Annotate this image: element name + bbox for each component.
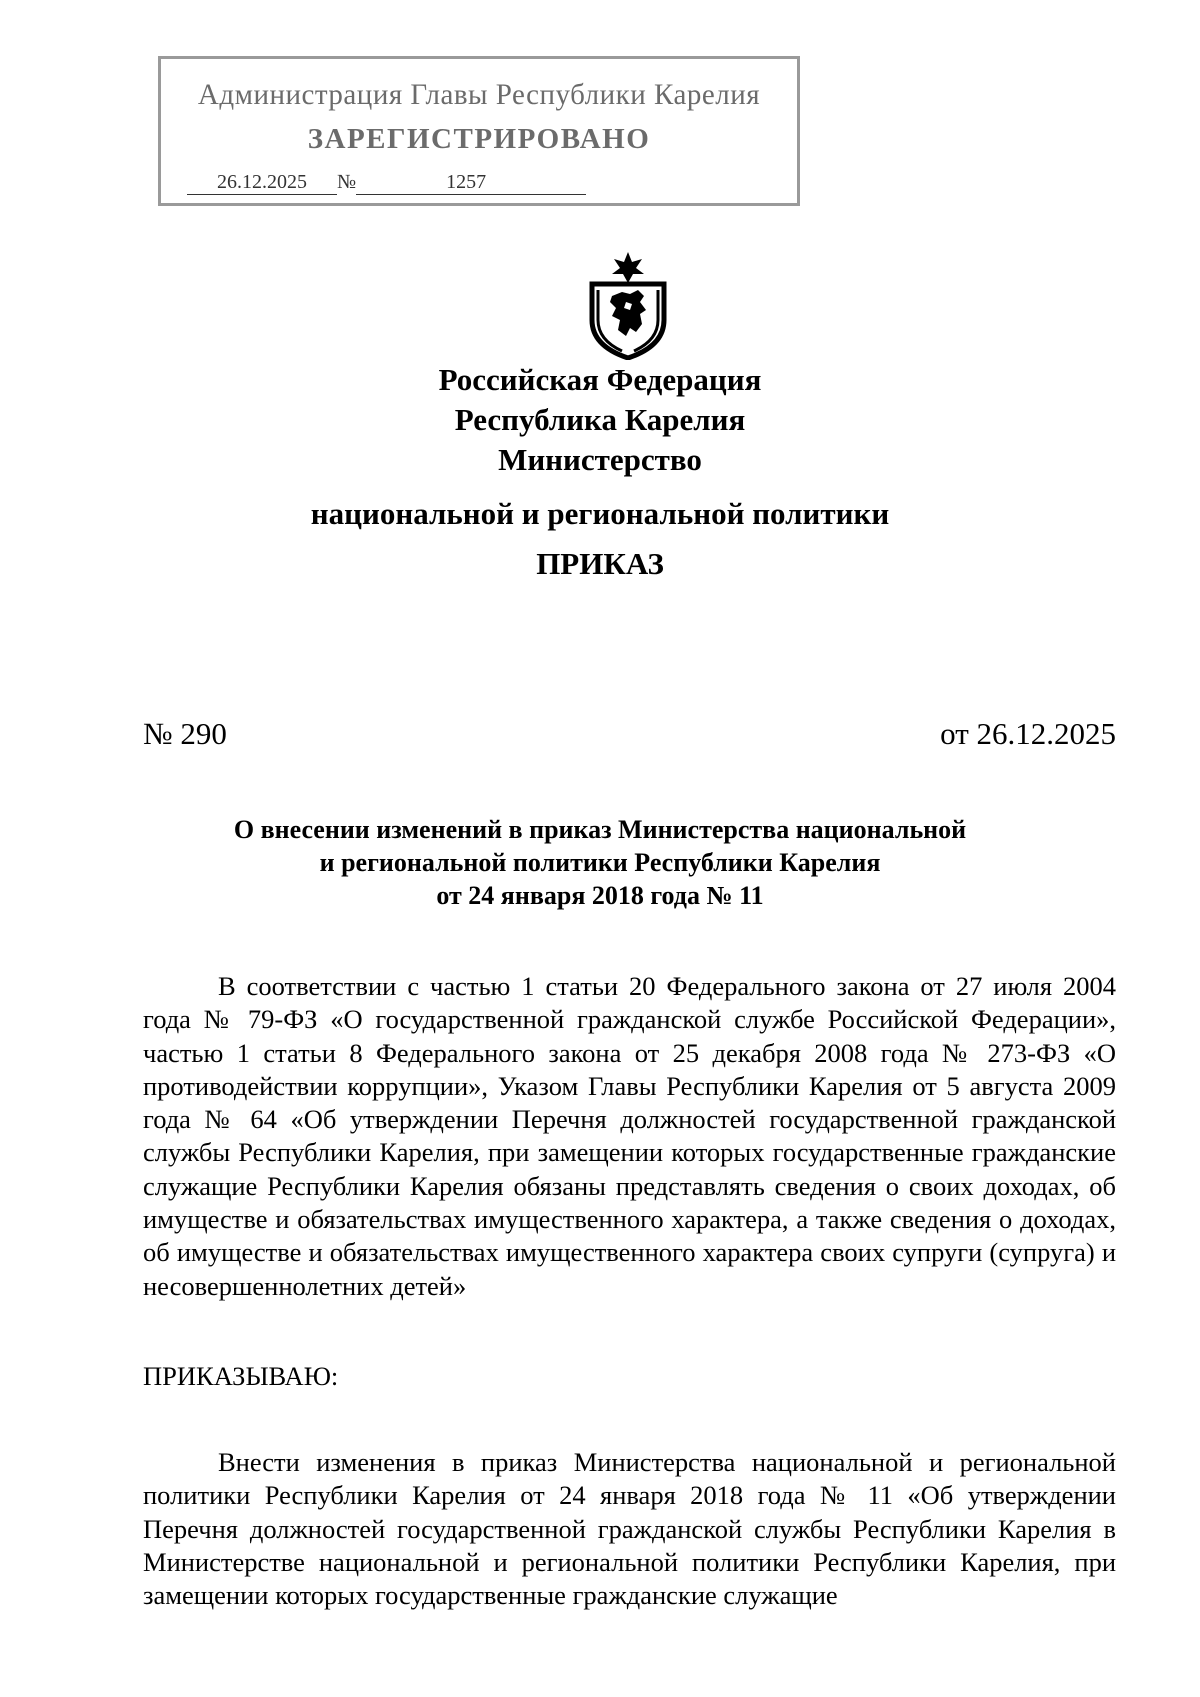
directive-word: ПРИКАЗЫВАЮ: — [143, 1361, 339, 1391]
stamp-date: 26.12.2025 — [187, 171, 337, 195]
header-country: Российская Федерация — [438, 362, 762, 397]
body-paragraph-2: Внести изменения в приказ Министерства национальной и региональной политики Республики Карелия от 24 января 2018 года № 11 «Об утверждении Перечня должностей государственной гражданской службы Республики Карелия в Министерстве национальной и региональной политики Республики Карелия, при замещении которых государственные гражданские служащие — [143, 1447, 1116, 1611]
title-line-2: и региональной политики Республики Карелия — [319, 848, 881, 877]
order-number: № 290 — [143, 716, 227, 751]
stamp-registered: ЗАРЕГИСТРИРОВАНО — [307, 123, 651, 155]
stamp-number: 1257 — [356, 171, 586, 195]
stamp-registration-line — [187, 171, 586, 195]
header-ministry: Министерство — [498, 442, 702, 477]
body-paragraph-1: В соответствии с частью 1 статьи 20 Федерального закона от 27 июля 2004 года № 79-ФЗ «О государственной гражданской службе Российской Федерации», частью 1 статьи 8 Федерального закона от 25 декабря 2008 года № 273-ФЗ «О противодействии коррупции», Указом Главы Республики Карелия от 5 августа 2009 года № 64 «Об утверждении Перечня должностей государственной гражданской службы Республики Карелия, при замещении которых государственные гражданские служащие Республики Карелия обязаны представлять сведения о своих доходах, об имуществе и обязательствах имущественного характера, а также сведения о доходах, об имуществе и обязательствах имущественного характера своих супруги (супруга) и несовершеннолетних детей» — [143, 971, 1116, 1301]
header-ministry-full: национальной и региональной политики — [310, 496, 890, 531]
header-republic: Республика Карелия — [454, 402, 746, 437]
stamp-administration: Администрация Главы Республики Карелия — [197, 78, 761, 112]
order-date: от 26.12.2025 — [940, 716, 1116, 751]
stamp-num-sign: № — [337, 171, 357, 193]
registration-stamp — [158, 56, 800, 206]
title-line-3: от 24 января 2018 года № 11 — [436, 881, 764, 910]
coat-of-arms-icon — [582, 250, 674, 360]
title-line-1: О внесении изменений в приказ Министерства национальной — [233, 815, 967, 844]
document-type: ПРИКАЗ — [536, 546, 664, 581]
